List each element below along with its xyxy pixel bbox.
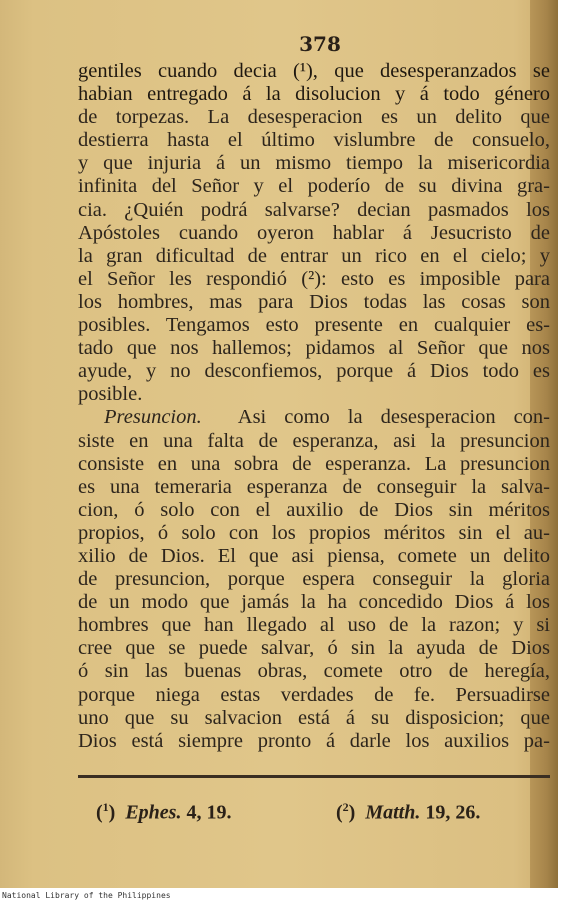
text-line: cree que se puede salvar, ó sin la ayuda de Dios: [78, 637, 550, 660]
text-line: infinita del Señor y el poderío de su divina gra-: [78, 175, 550, 198]
text-line: propios, ó solo con los propios méritos sin el au-: [78, 521, 550, 544]
text-line: los hombres, mas para Dios todas las cosas son: [78, 290, 550, 313]
text-line: posible.: [78, 383, 143, 406]
section-first-line-text: Asi como la desesperacion con-: [237, 406, 551, 429]
text-line: Dios está siempre pronto á darle los auxilios pa-: [78, 729, 550, 752]
text-line: ayude, y no desconfiemos, porque á Dios todo es: [78, 360, 550, 383]
footnote-marker: 2: [342, 800, 349, 814]
page-number: 378: [299, 32, 341, 56]
text-line: uno que su salvacion está á su disposicion; que: [78, 706, 550, 729]
footnote-source: Matth.: [365, 801, 421, 824]
library-credit: National Library of the Philippines: [2, 891, 171, 900]
footnote-ref: 19, 26.: [425, 801, 481, 824]
section-heading: Presuncion.: [104, 406, 202, 429]
text-line: gentiles cuando decia (¹), que desesperanzados se: [78, 60, 550, 82]
text-line: posibles. Tengamos esto presente en cualquier es-: [78, 314, 550, 337]
text-line: es una temeraria esperanza de conseguir la salva-: [78, 475, 550, 498]
footnote-source: Ephes.: [125, 801, 182, 824]
text-line: porque niega estas verdades de fe. Persuadirse: [78, 683, 550, 706]
text-line: Apóstoles cuando oyeron hablar á Jesucristo de: [78, 221, 550, 244]
footnote-ref: 4, 19.: [186, 801, 232, 824]
text-line: ó sin las buenas obras, comete otro de heregía,: [78, 660, 550, 683]
body-text: [78, 60, 550, 753]
text-line: habian entregado á la disolucion y á todo género: [78, 83, 550, 106]
text-line: de torpezas. La desesperacion es un delito que: [78, 106, 550, 129]
text-line: de presuncion, porque espera conseguir la gloria: [78, 568, 550, 591]
section-first-line: [78, 406, 550, 429]
text-line: la gran dificultad de entrar un rico en el cielo; y: [78, 244, 550, 267]
text-line: cion, ó solo con el auxilio de Dios sin méritos: [78, 498, 550, 521]
text-line: tado que nos hallemos; pidamos al Señor que nos: [78, 337, 550, 360]
text-line: y que injuria á un mismo tiempo la misericordia: [78, 152, 550, 175]
text-line: destierra hasta el último vislumbre de consuelo,: [78, 129, 550, 152]
footnote-2: ($^2$) Matth. 19, 26.: [336, 800, 481, 824]
text-line: hombres que han llegado al uso de la razon; y si: [78, 614, 550, 637]
text-line: el Señor les respondió (²): esto es imposible para: [78, 267, 550, 290]
footnote-rule: [78, 775, 550, 778]
text-line: consiste en una sobra de esperanza. La presuncion: [78, 452, 550, 475]
text-line: de un modo que jamás la ha concedido Dios á los: [78, 591, 550, 614]
text-line: xilio de Dios. El que asi piensa, comete un delito: [78, 544, 550, 567]
text-line: cia. ¿Quién podrá salvarse? decian pasmados los: [78, 198, 550, 221]
footnote-marker: 1: [102, 800, 109, 814]
footnote-1: ($^1$) Ephes. 4, 19.: [96, 800, 232, 824]
text-line: siste en una falta de esperanza, asi la presuncion: [78, 429, 550, 452]
